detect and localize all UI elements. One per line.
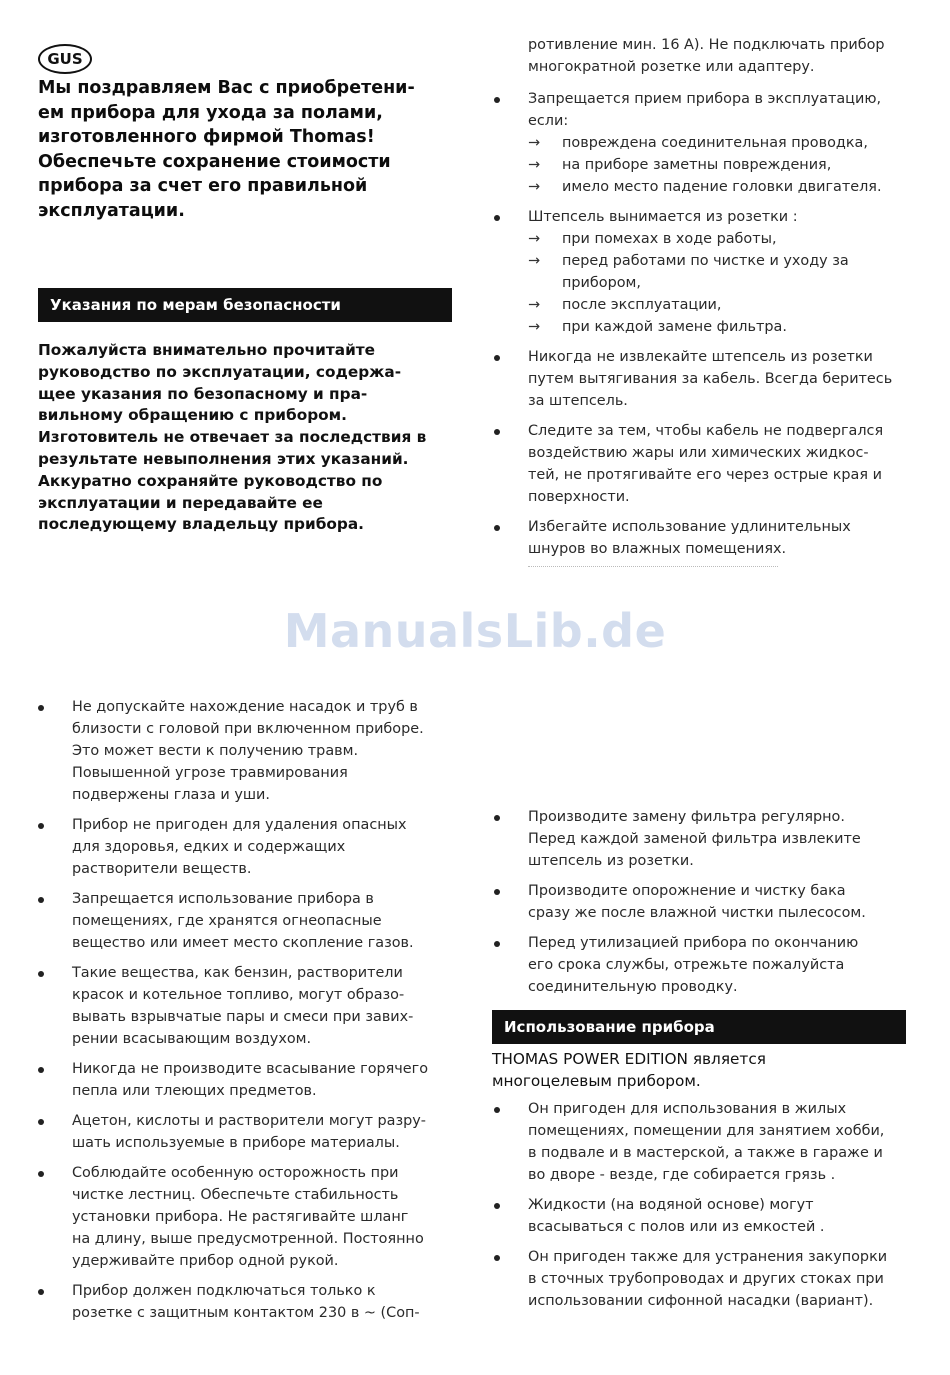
sublist-item-text: при каждой замене фильтра. xyxy=(562,319,787,335)
bullet-icon xyxy=(38,705,44,711)
sublist-item xyxy=(528,316,914,338)
sublist-item xyxy=(528,228,914,250)
right-top-column xyxy=(528,34,923,78)
list-item-text: Такие вещества, как бензин, растворители красок и котельное топливо, могут образо- вывать взрывчатые пары и смеси при завих- рении всасывающим воздухом. xyxy=(72,965,414,1047)
list-item-text: Не допускайте нахождение насадок и труб в близости с головой при включенном приборе. Это может вести к получению травм. Повышенной угрозе травмирования подвержены глаза и уши. xyxy=(72,699,424,803)
list-item-text: Запрещается прием прибора в эксплуатацию, если: xyxy=(528,91,882,129)
list-item-text: Никогда не извлекайте штепсель из розетки путем вытягивания за кабель. Всегда беритесь за штепсель. xyxy=(528,349,893,409)
list-item xyxy=(494,880,914,924)
continuation-text: ротивление мин. 16 А). Не подключать прибор многократной розетке или адаптеру. xyxy=(528,37,885,75)
list-item-text: Никогда не производите всасывание горячего пепла или тлеющих предметов. xyxy=(72,1061,429,1099)
arrow-right-icon: → xyxy=(528,231,541,247)
list-item-text: Жидкости (на водяной основе) могут всасываться с полов или из емкостей . xyxy=(528,1197,825,1235)
bullet-icon xyxy=(38,1067,44,1073)
intro-heading: Мы поздравляем Вас с приобретени- ем прибора для ухода за полами, изготовленного фирмой Thomas! Обеспечьте сохранение стоимости прибора за счет его правильной эксплуатации. xyxy=(38,78,415,221)
bullet-icon xyxy=(494,941,500,947)
sublist-item-text: после эксплуатации, xyxy=(562,297,722,313)
usage-bullet-list xyxy=(494,1098,914,1320)
usage-section-title: Использование прибора xyxy=(492,1010,906,1044)
list-item-text: Перед утилизацией прибора по окончанию его срока службы, отрежьте пожалуйста соединительную проводку. xyxy=(528,935,859,995)
list-item-text: Соблюдайте особенную осторожность при чистке лестниц. Обеспечьте стабильность установки прибора. Не растягивайте шланг на длину, выше предусмотренной. Постоянно удерживайте прибор одной рукой. xyxy=(72,1165,424,1269)
safety-section-title: Указания по мерам безопасности xyxy=(38,288,452,322)
list-item xyxy=(38,1110,458,1154)
arrow-sublist xyxy=(528,132,914,198)
list-item xyxy=(494,806,914,872)
bullet-icon xyxy=(38,971,44,977)
list-item xyxy=(494,206,914,338)
list-item xyxy=(494,516,914,560)
bullet-icon xyxy=(494,525,500,531)
list-item xyxy=(494,1194,914,1238)
sublist-item xyxy=(528,250,914,294)
bullet-icon xyxy=(494,1107,500,1113)
list-item xyxy=(494,88,914,198)
list-item-text: Избегайте использование удлинительных шнуров во влажных помещениях. xyxy=(528,519,851,557)
sublist-item xyxy=(528,294,914,316)
list-item-text: Он пригоден для использования в жилых помещениях, помещении для занятием хобби, в подвале и в мастерской, а также в гараже и во дворе - везде, где собирается грязь . xyxy=(528,1101,885,1183)
left-bottom-bullet-list xyxy=(38,696,458,1332)
list-item-text: Следите за тем, чтобы кабель не подвергался воздействию жары или химических жидкос- тей, не протягивайте его через острые края и поверхности. xyxy=(528,423,884,505)
list-item-text: Штепсель вынимается из розетки : xyxy=(528,209,798,225)
bullet-icon xyxy=(38,1119,44,1125)
sublist-item-text: перед работами по чистке и уходу за прибором, xyxy=(562,253,849,291)
list-item xyxy=(494,932,914,998)
arrow-right-icon: → xyxy=(528,157,541,173)
arrow-right-icon: → xyxy=(528,297,541,313)
sublist-item-text: на приборе заметны повреждения, xyxy=(562,157,832,173)
usage-intro-text: THOMAS POWER EDITION является многоцелевым прибором. xyxy=(492,1050,766,1090)
list-item-text: Он пригоден также для устранения закупорки в сточных трубопроводах и других стоках при использовании сифонной насадки (вариант). xyxy=(528,1249,888,1309)
list-item-text: Производите замену фильтра регулярно. Перед каждой заменой фильтра извлеките штепсель из розетки. xyxy=(528,809,861,869)
bullet-icon xyxy=(494,215,500,221)
page-cut-line xyxy=(528,566,778,573)
sublist-item-text: имело место падение головки двигателя. xyxy=(562,179,882,195)
list-item xyxy=(38,696,458,806)
bullet-icon xyxy=(38,823,44,829)
right-top-bullet-list xyxy=(494,88,914,568)
bullet-icon xyxy=(494,1203,500,1209)
bullet-icon xyxy=(38,1171,44,1177)
sublist-item-text: при помехах в ходе работы, xyxy=(562,231,777,247)
list-item-text: Производите опорожнение и чистку бака сразу же после влажной чистки пылесосом. xyxy=(528,883,866,921)
bullet-icon xyxy=(494,429,500,435)
list-item xyxy=(38,888,458,954)
list-item xyxy=(494,1246,914,1312)
bullet-icon xyxy=(494,355,500,361)
bullet-icon xyxy=(38,897,44,903)
bullet-icon xyxy=(494,1255,500,1261)
list-item-text: Запрещается использование прибора в помещениях, где хранятся огнеопасные вещество или имеет место скопление газов. xyxy=(72,891,414,951)
list-item xyxy=(38,1162,458,1272)
sublist-item-text: повреждена соединительная проводка, xyxy=(562,135,868,151)
list-item xyxy=(38,1280,458,1324)
list-item xyxy=(494,420,914,508)
list-item-text: Прибор не пригоден для удаления опасных для здоровья, едких и содержащих растворители веществ. xyxy=(72,817,407,877)
bullet-icon xyxy=(38,1289,44,1295)
arrow-right-icon: → xyxy=(528,179,541,195)
watermark-text: ManualsLib.de xyxy=(283,604,667,658)
sublist-item xyxy=(528,176,914,198)
list-item xyxy=(494,346,914,412)
list-item xyxy=(38,814,458,880)
list-item xyxy=(38,1058,458,1102)
arrow-right-icon: → xyxy=(528,319,541,335)
sublist-item xyxy=(528,132,914,154)
bullet-icon xyxy=(494,97,500,103)
arrow-right-icon: → xyxy=(528,135,541,151)
right-bottom-bullet-list xyxy=(494,806,914,1006)
bullet-icon xyxy=(494,889,500,895)
list-item-text: Прибор должен подключаться только к розетке с защитным контактом 230 в ~ (Соп- xyxy=(72,1283,420,1321)
list-item xyxy=(494,1098,914,1186)
arrow-sublist xyxy=(528,228,914,338)
arrow-right-icon: → xyxy=(528,253,541,269)
list-item xyxy=(38,962,458,1050)
list-item-text: Ацетон, кислоты и растворители могут разру- шать используемые в приборе материалы. xyxy=(72,1113,426,1151)
gus-badge: GUS xyxy=(38,44,92,74)
sublist-item xyxy=(528,154,914,176)
bullet-icon xyxy=(494,815,500,821)
safety-warning-text: Пожалуйста внимательно прочитайте руководство по эксплуатации, содержа- щее указания по безопасному и пра- вильному обращению с прибором. Изготовитель не отвечает за последствия в результате невыполнения этих указаний. Аккуратно сохраняйте руководство по эксплуатации и передавайте ее последующему владельцу прибора. xyxy=(38,341,427,534)
